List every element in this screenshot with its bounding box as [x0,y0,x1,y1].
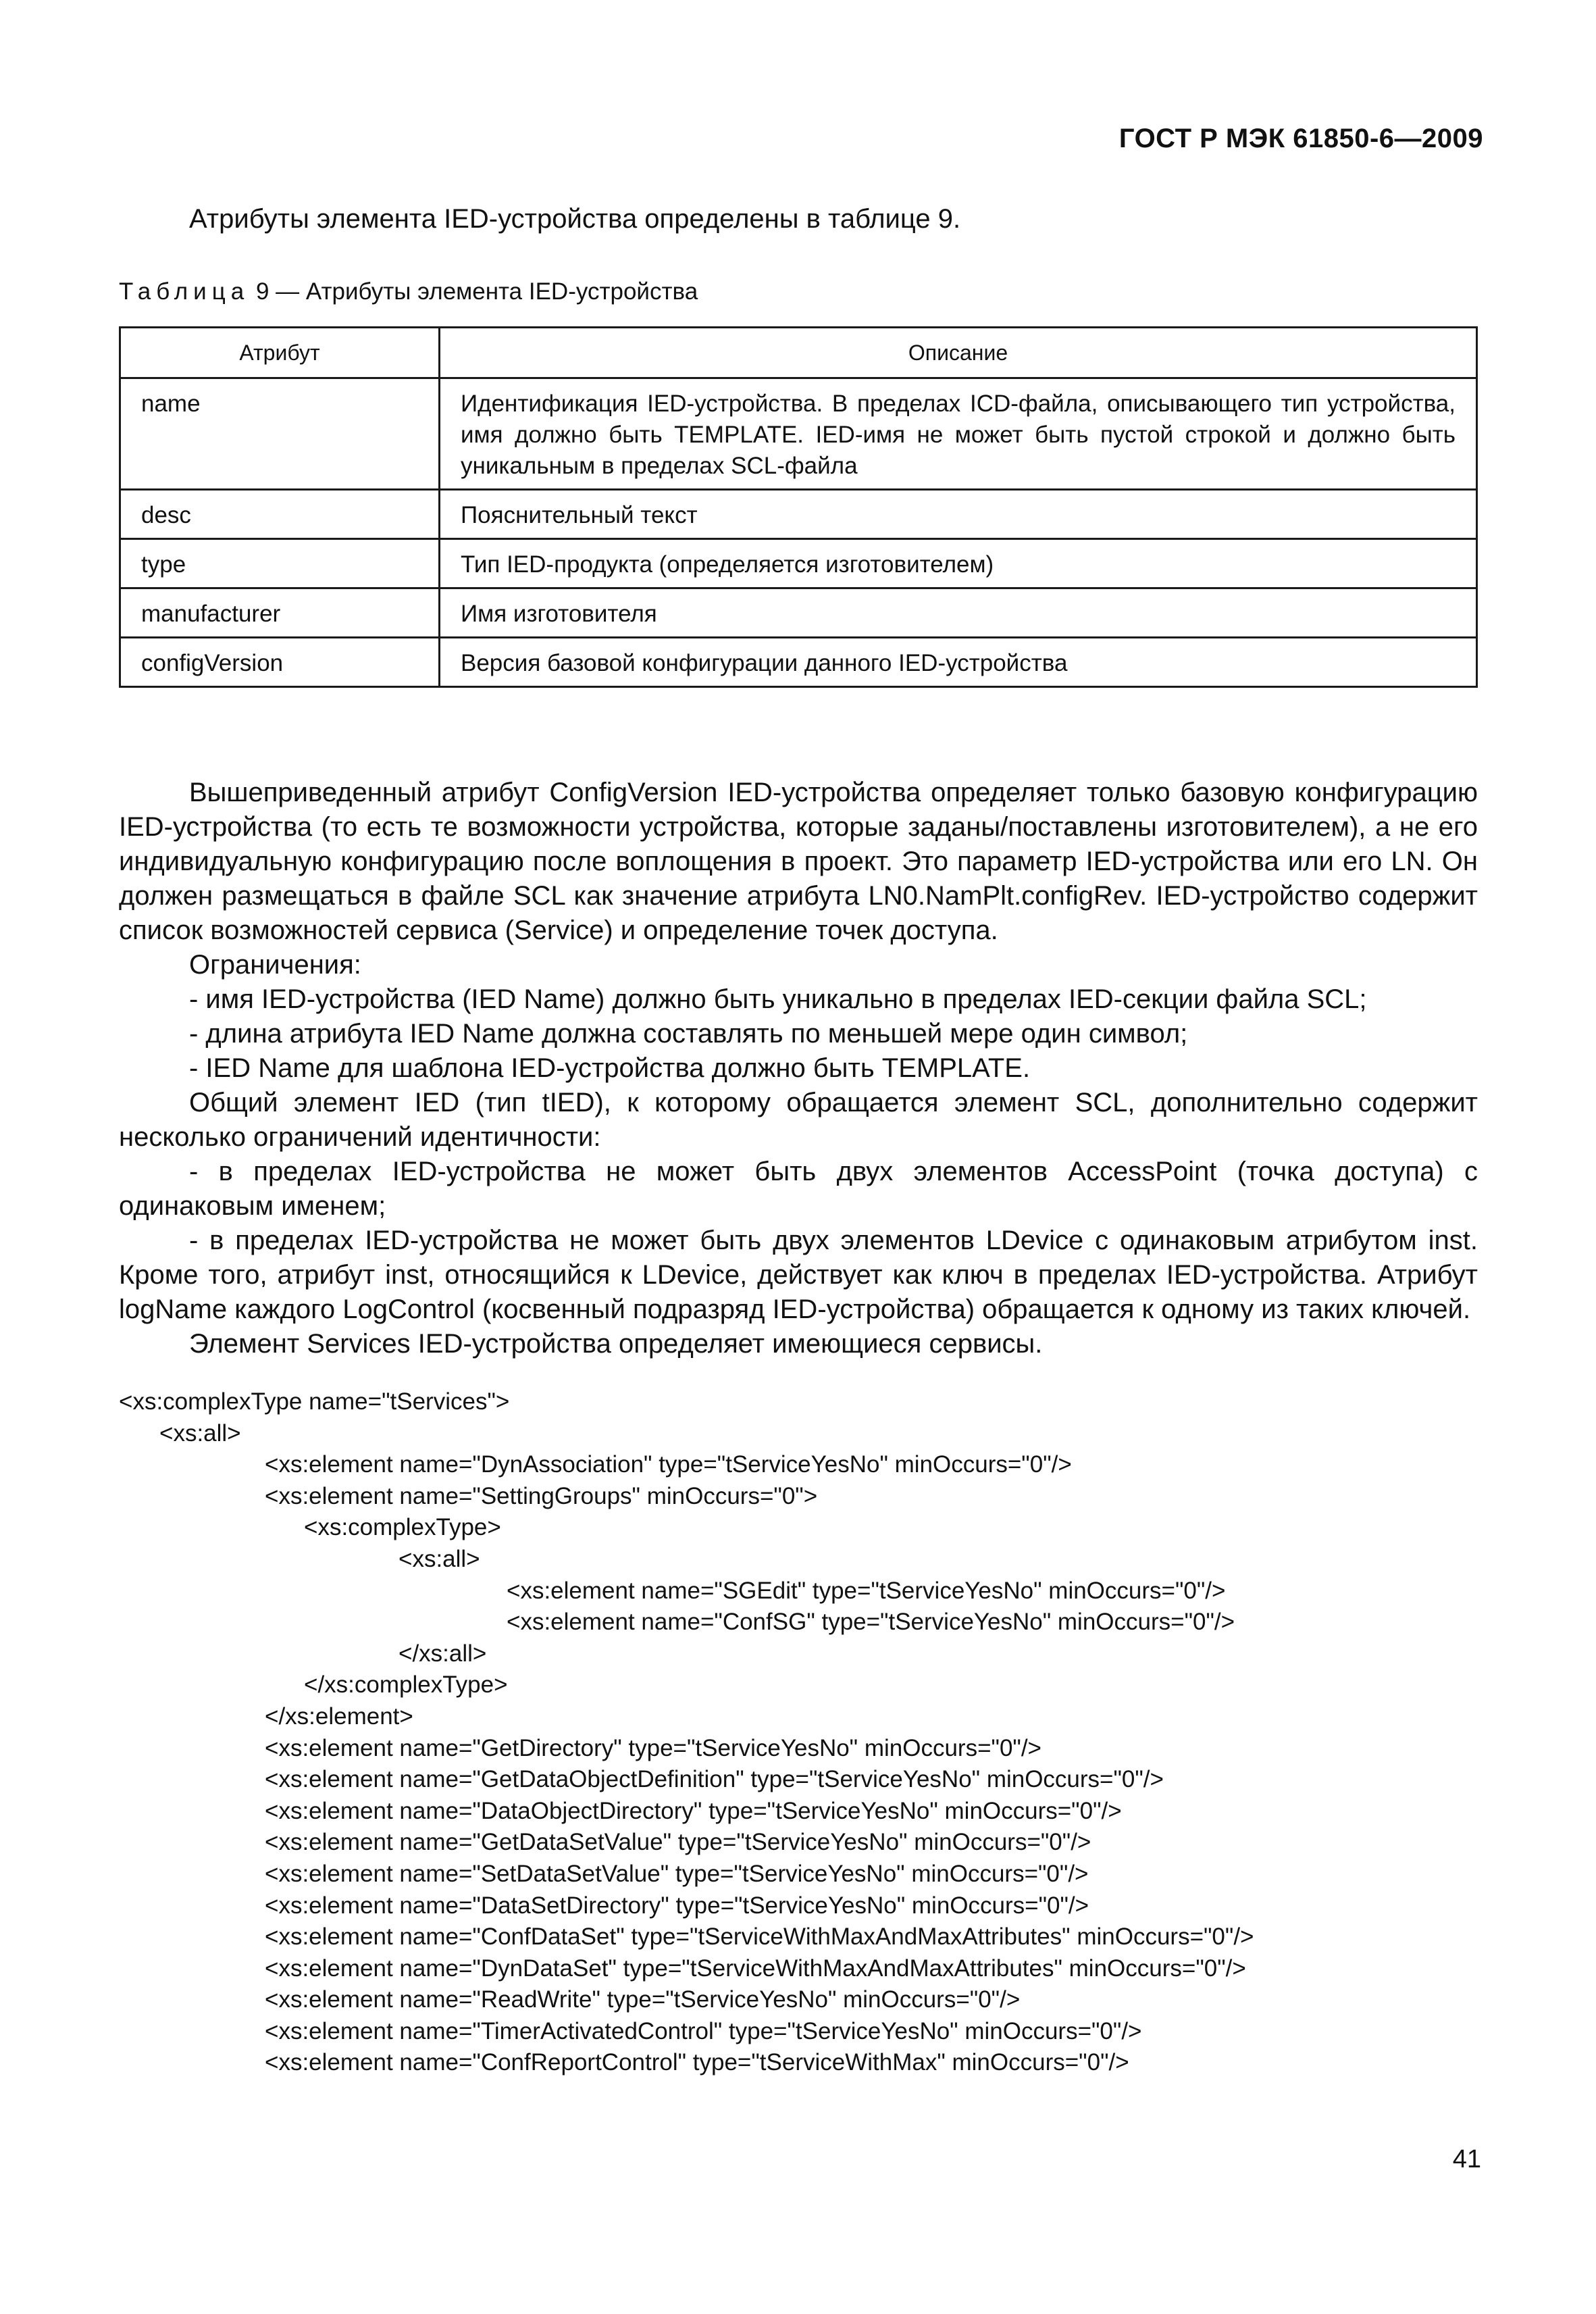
attribute-cell: configVersion [120,638,440,687]
document-header: ГОСТ Р МЭК 61850-6—2009 [1118,124,1483,153]
column-header-description: Описание [440,328,1477,378]
code-line: </xs:element> [265,1703,413,1730]
paragraph-tied-element: Общий элемент IED (тип tIED), к которому обращается элемент SCL, дополнительно содержит несколько ограничений идентичности: [119,1088,1478,1152]
description-cell: Пояснительный текст [440,490,1477,539]
list-item-ldevice: - в пределах IED-устройства не может быть двух элементов LDevice с одинаковым атрибутом inst. Кроме того, атрибут inst, относящийся к LDevice, действует как ключ в пределах IED-устройства. Атрибут logName каждого LogControl (косвенный подразряд IED-устройства) обращается к одному из таких ключей. [119,1226,1478,1324]
code-line: <xs:element name="SettingGroups" minOccurs="0"> [265,1482,818,1509]
code-line: <xs:element name="GetDataSetValue" type="tServiceYesNo" minOccurs="0"/> [265,1829,1091,1856]
code-line: <xs:complexType> [304,1514,501,1541]
table-caption-title: 9 — Атрибуты элемента IED-устройства [249,278,698,305]
list-item-restriction-1: - имя IED-устройства (IED Name) должно быть уникально в пределах IED-секции файла SCL; [189,984,1367,1014]
code-line: <xs:all> [398,1545,480,1572]
code-line: <xs:all> [159,1419,241,1447]
code-line: <xs:element name="GetDataObjectDefinition" type="tServiceYesNo" minOccurs="0"/> [265,1766,1164,1793]
code-line: <xs:element name="ConfSG" type="tServiceYesNo" minOccurs="0"/> [507,1609,1235,1636]
code-line: <xs:element name="TimerActivatedControl" type="tServiceYesNo" minOccurs="0"/> [265,2017,1142,2044]
code-line: <xs:element name="DynDataSet" type="tServiceWithMaxAndMaxAttributes" minOccurs="0"/> [265,1955,1246,1982]
table-row [120,490,1477,539]
description-cell: Идентификация IED-устройства. В пределах ICD-файла, описывающего тип устройства, имя должно быть TEMPLATE. IED-имя не может быть пустой строкой и должно быть уникальным в пределах SCL-файла [440,378,1477,490]
table-caption [119,278,698,305]
description-cell: Версия базовой конфигурации данного IED-устройства [440,638,1477,687]
body-text [119,776,1478,1361]
code-line: <xs:element name="GetDirectory" type="tServiceYesNo" minOccurs="0"/> [265,1734,1041,1761]
table-row [120,539,1477,588]
code-line: </xs:all> [398,1640,487,1667]
intro-paragraph: Атрибуты элемента IED-устройства определены в таблице 9. [189,204,961,234]
list-item-restriction-2: - длина атрибута IED Name должна составлять по меньшей мере один символ; [189,1019,1188,1049]
paragraph-configversion: Вышеприведенный атрибут ConfigVersion IED-устройства определяет только базовую конфигурацию IED-устройства (то есть те возможности устройства, которые заданы/поставлены изготовителем), а не его индивидуальную конфигурацию после воплощения в проект. Это параметр IED-устройства или его LN. Он должен размещаться в файле SCL как значение атрибута LN0.NamPlt.configRev. IED-устройство содержит список возможностей сервиса (Service) и определение точек доступа. [119,778,1478,945]
table-header-row [120,328,1477,378]
table-caption-label: Таблица [119,278,250,305]
code-line: <xs:element name="DataSetDirectory" type="tServiceYesNo" minOccurs="0"/> [265,1892,1089,1919]
table-row [120,588,1477,638]
table-row [120,638,1477,687]
paragraph-restrictions-heading: Ограничения: [189,950,361,980]
description-cell: Имя изготовителя [440,588,1477,638]
list-item-accesspoint: - в пределах IED-устройства не может быть двух элементов AccessPoint (точка доступа) с одинаковым именем; [119,1157,1478,1221]
code-line: <xs:complexType name="tServices"> [119,1388,510,1415]
paragraph-services: Элемент Services IED-устройства определяет имеющиеся сервисы. [189,1329,1043,1359]
list-item-restriction-3: - IED Name для шаблона IED-устройства должно быть TEMPLATE. [189,1053,1031,1083]
xml-schema-listing [119,1386,1254,2079]
code-line: <xs:element name="SetDataSetValue" type="tServiceYesNo" minOccurs="0"/> [265,1860,1089,1887]
code-line: <xs:element name="SGEdit" type="tServiceYesNo" minOccurs="0"/> [507,1577,1226,1604]
description-cell: Тип IED-продукта (определяется изготовителем) [440,539,1477,588]
attributes-table [119,326,1478,688]
code-line: <xs:element name="ConfDataSet" type="tServiceWithMaxAndMaxAttributes" minOccurs="0"/> [265,1923,1254,1951]
column-header-attribute: Атрибут [120,328,440,378]
code-line: <xs:element name="DataObjectDirectory" type="tServiceYesNo" minOccurs="0"/> [265,1797,1122,1824]
code-line: <xs:element name="DynAssociation" type="tServiceYesNo" minOccurs="0"/> [265,1451,1072,1478]
attribute-cell: desc [120,490,440,539]
attribute-cell: manufacturer [120,588,440,638]
page-number: 41 [1452,2145,1481,2173]
code-line: <xs:element name="ConfReportControl" type="tServiceWithMax" minOccurs="0"/> [265,2049,1129,2076]
attribute-cell: type [120,539,440,588]
code-line: </xs:complexType> [304,1671,508,1699]
table-row [120,378,1477,490]
attribute-cell: name [120,378,440,490]
code-line: <xs:element name="ReadWrite" type="tServiceYesNo" minOccurs="0"/> [265,1986,1021,2013]
